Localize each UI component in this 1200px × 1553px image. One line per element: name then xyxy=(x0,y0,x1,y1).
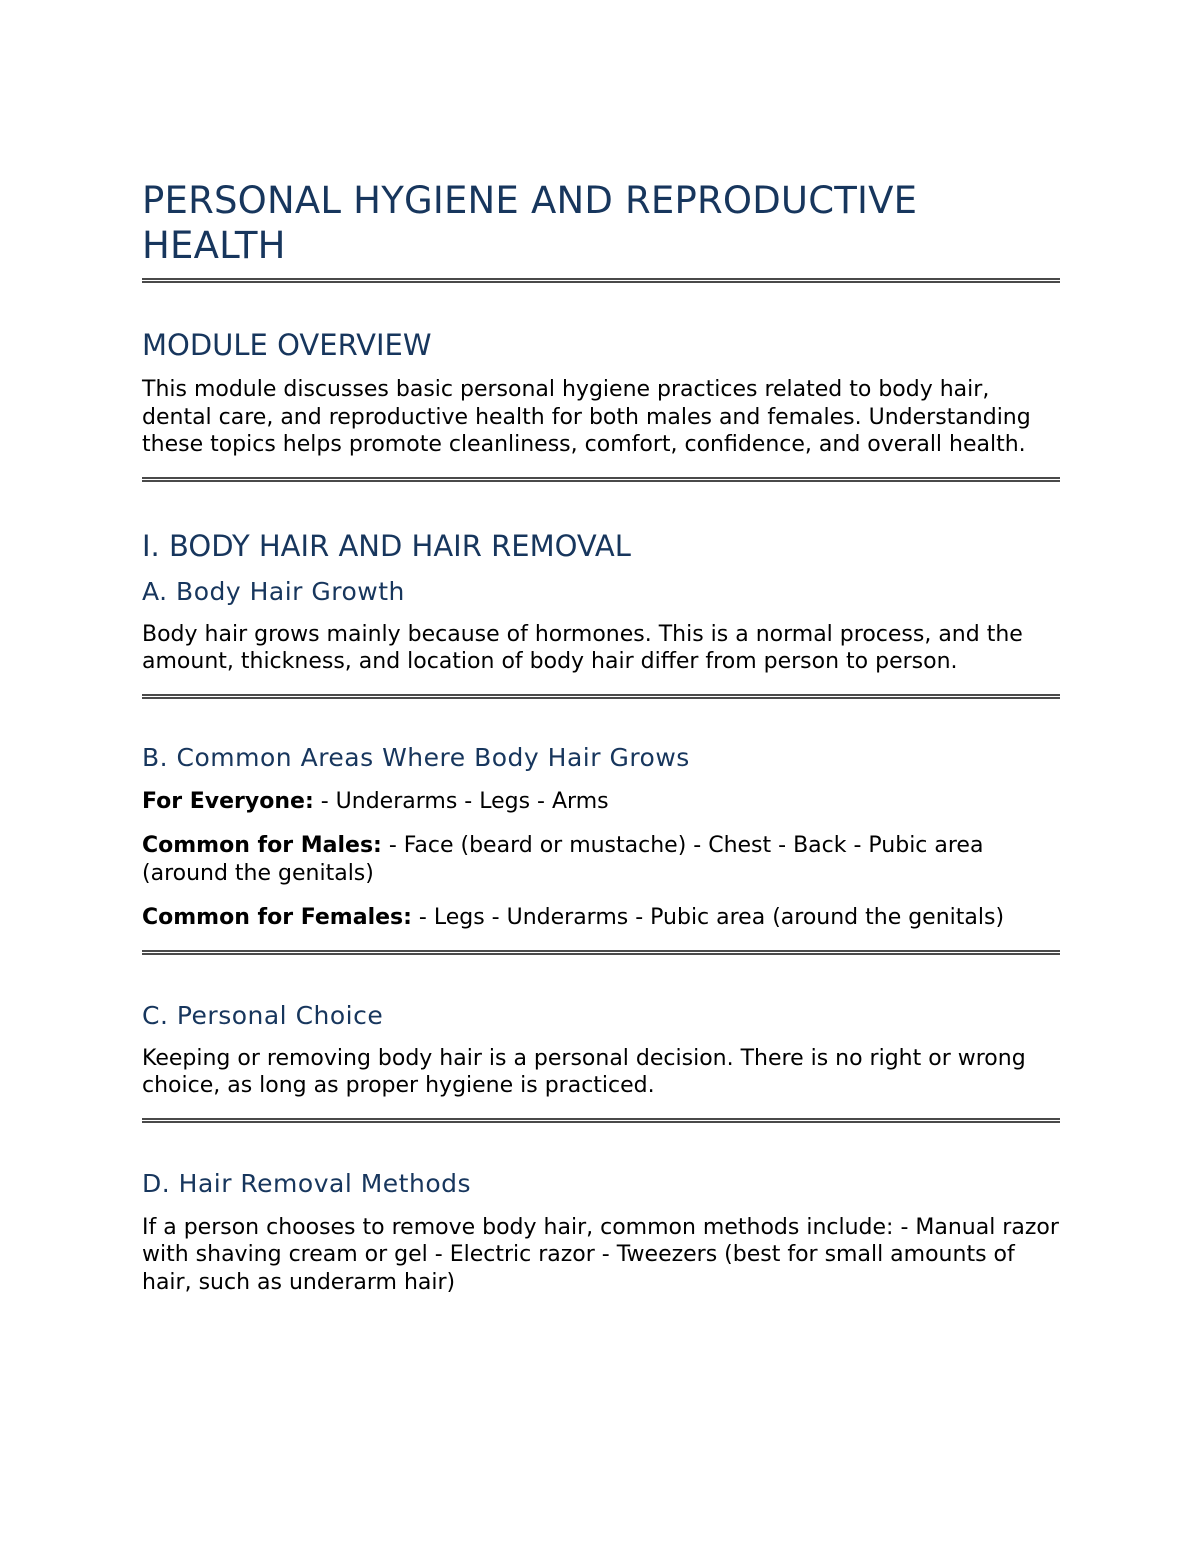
document-content xyxy=(142,178,1060,1296)
section-divider xyxy=(142,477,1060,482)
section-divider xyxy=(142,1118,1060,1123)
everyone-text: - Underarms - Legs - Arms xyxy=(313,788,609,814)
females-label: Common for Females: xyxy=(142,905,412,930)
everyone-label: For Everyone: xyxy=(142,788,314,814)
males-text: - Face (beard or mustache) - Chest - Back - Pubic area (around the genitals) xyxy=(142,833,984,886)
males-areas xyxy=(142,832,1060,887)
document-title: PERSONAL HYGIENE AND REPRODUCTIVE HEALTH xyxy=(142,179,918,267)
hair-removal-methods-text: If a person chooses to remove body hair, common methods include: - Manual razor with shaving cream or gel - Electric razor - Tweezers (best for small amounts of hair, such as underarm hair) xyxy=(142,1214,1059,1295)
section-divider xyxy=(142,950,1060,955)
everyone-areas xyxy=(142,788,1060,816)
hair-removal-methods-heading: D. Hair Removal Methods xyxy=(142,1168,472,1198)
module-overview-heading: MODULE OVERVIEW xyxy=(142,328,432,362)
males-label: Common for Males: xyxy=(142,833,382,858)
personal-choice-heading: C. Personal Choice xyxy=(142,1000,384,1030)
females-text: - Legs - Underarms - Pubic area (around the genitals) xyxy=(411,905,1005,930)
title-divider xyxy=(142,278,1060,283)
body-hair-growth-text: Body hair grows mainly because of hormones. This is a normal process, and the amount, thickness, and location of body hair differ from person to person. xyxy=(142,621,1023,674)
module-overview-text: This module discusses basic personal hygiene practices related to body hair, dental care, and reproductive health for both males and females. Understanding these topics helps promote cleanliness, comfort, confidence, and overall health. xyxy=(142,377,1031,457)
section-divider xyxy=(142,694,1060,699)
personal-choice-text: Keeping or removing body hair is a personal decision. There is no right or wrong choice, as long as proper hygiene is practiced. xyxy=(142,1045,1026,1098)
body-hair-section-heading: I. BODY HAIR AND HAIR REMOVAL xyxy=(142,528,631,563)
common-areas-heading: B. Common Areas Where Body Hair Grows xyxy=(142,742,690,772)
body-hair-growth-heading: A. Body Hair Growth xyxy=(142,576,405,606)
females-areas xyxy=(142,904,1060,932)
